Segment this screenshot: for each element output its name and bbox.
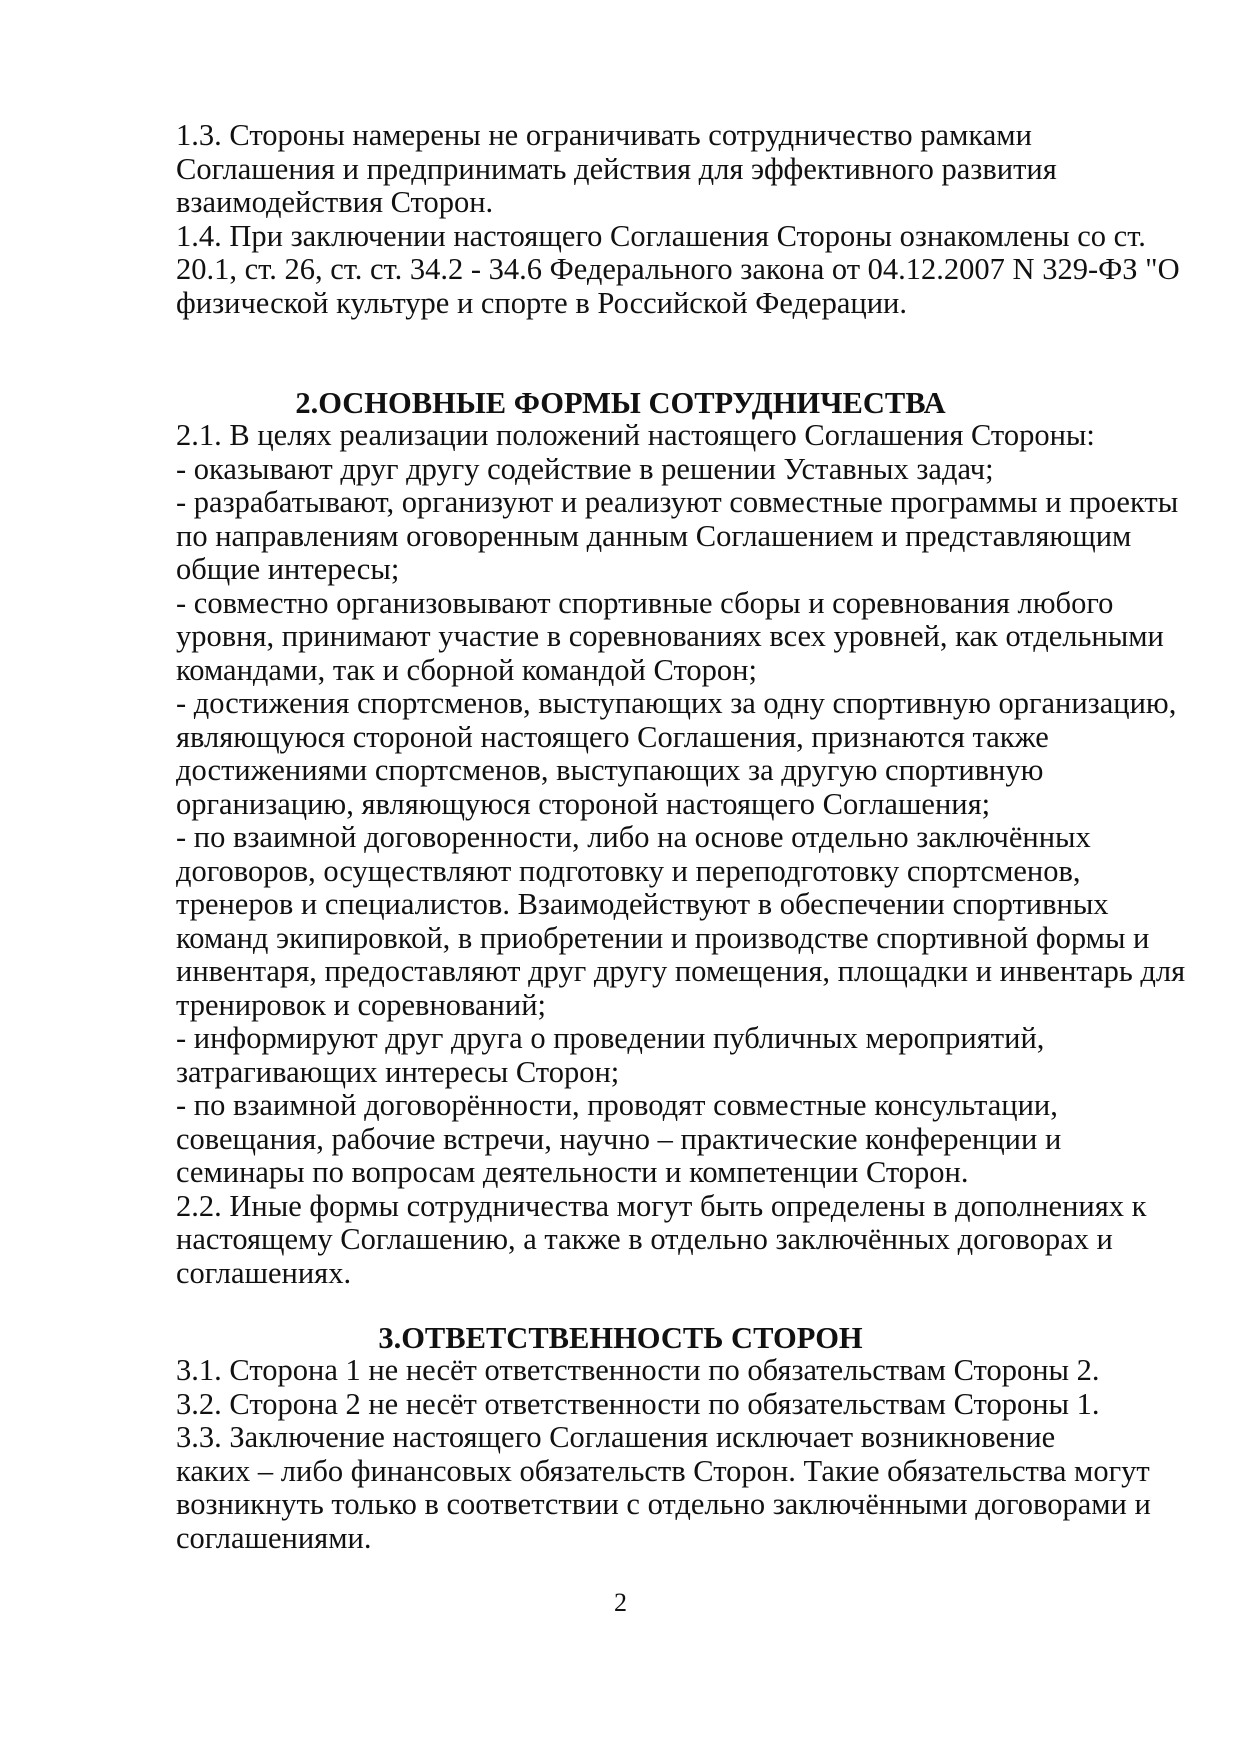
text-line: взаимодействия Сторон. [176, 185, 494, 219]
section-1-text [176, 118, 1180, 320]
text-line: инвентаря, предоставляют друг другу помещения, площадки и инвентарь для [176, 954, 1186, 988]
page-number: 2 [614, 1588, 627, 1617]
section-3-heading: 3.ОТВЕТСТВЕННОСТЬ СТОРОН [378, 1321, 863, 1355]
text-line: - достижения спортсменов, выступающих за одну спортивную организацию, [176, 686, 1177, 720]
section-2-text [176, 418, 1186, 1290]
text-line: 1.3. Стороны намерены не ограничивать сотрудничество рамками [176, 118, 1032, 152]
section-2-heading: 2.ОСНОВНЫЕ ФОРМЫ СОТРУДНИЧЕСТВА [295, 386, 946, 420]
text-line: 3.3. Заключение настоящего Соглашения исключает возникновение [176, 1420, 1056, 1454]
text-line: - разрабатывают, организуют и реализуют совместные программы и проекты [176, 485, 1179, 519]
text-line: 2.2. Иные формы сотрудничества могут быть определены в дополнениях к [176, 1188, 1147, 1223]
text-line: соглашениями. [176, 1520, 372, 1555]
text-line: - оказывают друг другу содействие в решении Уставных задач; [176, 451, 994, 486]
text-line: настоящему Соглашению, а также в отдельно заключённых договорах и [176, 1222, 1113, 1256]
text-line: командами, так и сборной командой Сторон; [176, 652, 757, 687]
text-line: уровня, принимают участие в соревнованиях всех уровней, как отдельными [176, 619, 1164, 653]
text-line: - по взаимной договорённости, проводят совместные консультации, [176, 1088, 1058, 1122]
text-line: Соглашения и предпринимать действия для эффективного развития [176, 151, 1057, 186]
text-line: 3.2. Сторона 2 не несёт ответственности по обязательствам Стороны 1. [176, 1386, 1100, 1421]
text-line: договоров, осуществляют подготовку и переподготовку спортсменов, [176, 853, 1081, 888]
text-line: совещания, рабочие встречи, научно – практические конференции и [176, 1121, 1062, 1156]
text-line: тренировок и соревнований; [176, 987, 546, 1022]
text-line: каких – либо финансовых обязательств Сторон. Такие обязательства могут [176, 1453, 1150, 1488]
text-line: тренеров и специалистов. Взаимодействуют в обеспечении спортивных [176, 887, 1109, 921]
text-line: семинары по вопросам деятельности и компетенции Сторон. [176, 1155, 969, 1189]
text-line: 20.1, ст. 26, ст. ст. 34.2 - 34.6 Федерального закона от 04.12.2007 N 329-ФЗ "О [176, 252, 1180, 286]
text-line: достижениями спортсменов, выступающих за другую спортивную [176, 753, 1044, 787]
section-3-text [176, 1354, 1156, 1555]
text-line: 1.4. При заключении настоящего Соглашения Стороны ознакомлены со ст. [176, 218, 1146, 253]
text-line: физической культуре и спорте в Российской Федерации. [176, 285, 907, 320]
text-line: являющуюся стороной настоящего Соглашения, признаются также [176, 719, 1049, 754]
text-line: общие интересы; [176, 552, 400, 586]
text-line: соглашениях. [176, 1255, 352, 1290]
text-line: организацию, являющуюся стороной настоящего Соглашения; [176, 786, 991, 821]
text-line: - по взаимной договоренности, либо на основе отдельно заключённых [176, 820, 1091, 854]
text-line: возникнуть только в соответствии с отдельно заключёнными договорами и [176, 1487, 1151, 1521]
text-line: команд экипировкой, в приобретении и производстве спортивной формы и [176, 920, 1150, 955]
text-line: - совместно организовывают спортивные сборы и соревнования любого [176, 585, 1114, 620]
text-line: - информируют друг друга о проведении публичных мероприятий, [176, 1021, 1045, 1055]
text-line: затрагивающих интересы Сторон; [176, 1054, 620, 1089]
text-line: по направлениям оговоренным данным Соглашением и представляющим [176, 518, 1132, 553]
text-line: 2.1. В целях реализации положений настоящего Соглашения Стороны: [176, 418, 1095, 452]
text-line: 3.1. Сторона 1 не несёт ответственности по обязательствам Стороны 2. [176, 1353, 1100, 1387]
